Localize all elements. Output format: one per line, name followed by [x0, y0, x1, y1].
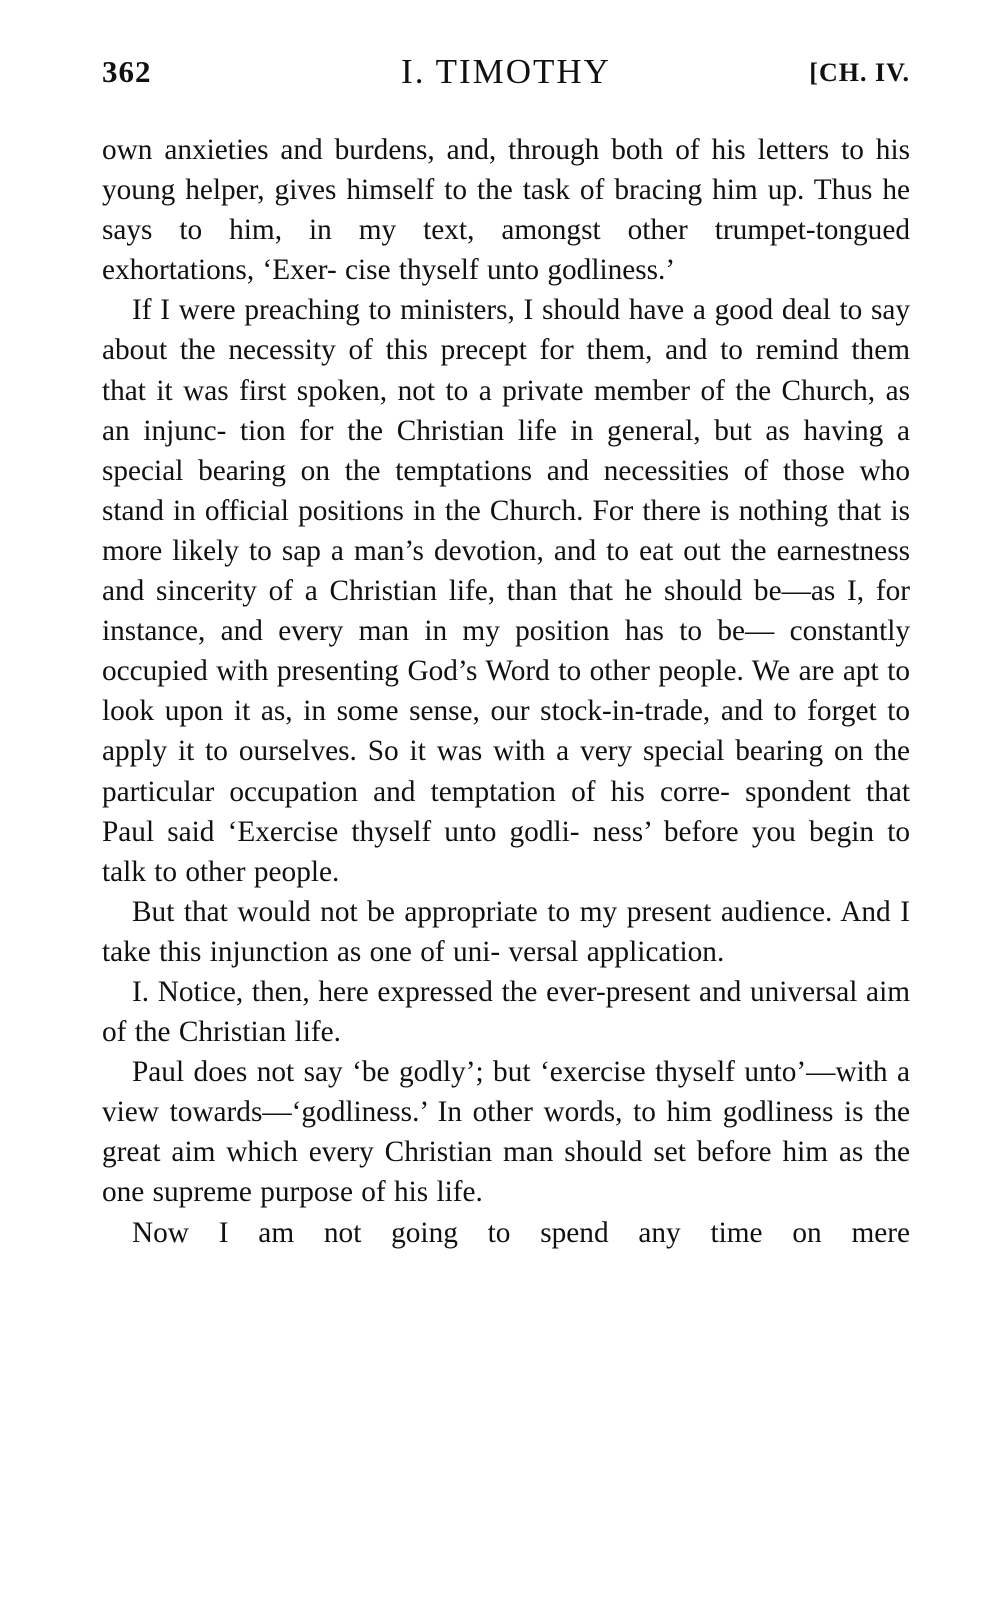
paragraph: Paul does not say ‘be godly’; but ‘exercise thyself unto’—with a view towards—‘godliness.’ In other words, to him godliness is the great aim which every Christian man should set before him as the one supreme purpose of his life.	[102, 1056, 910, 1209]
paragraph: If I were preaching to ministers, I should have a good deal to say about the necessity of this precept for them, and to remind them that it was first spoken, not to a private member of the Church, as an injunc- tion for the Christian life in general, but as having a special bearing on the temptations and necessities of those who stand in official positions in the Church. For there is nothing that is more likely to sap a man’s devotion, and to eat out the earnestness and sincerity of a Christian life, than that he should be—as I, for instance, and every man in my position has to be— constantly occupied with presenting God’s Word to other people. We are apt to look upon it as, in some sense, our stock-in-trade, and to forget to apply it to ourselves. So it was with a very special bearing on the particular occupation and temptation of his corre- spondent that Paul said ‘Exercise thyself unto godli- ness’ before you begin to talk to other people.	[102, 294, 910, 888]
paragraph-continues: Now I am not going to spend any time on mere	[132, 1216, 910, 1249]
chapter-reference: [CH. IV.	[809, 58, 910, 87]
paragraph-continuation: own anxieties and burdens, and, through both of his letters to his young helper, gives himself to the task of bracing him up. Thus he says to him, in my text, amongst other trumpet-tongued exhortations, ‘Exer- cise thyself unto godliness.’	[102, 134, 910, 287]
book-page	[102, 52, 910, 1253]
text-body	[102, 130, 910, 1253]
paragraph: But that would not be appropriate to my present audience. And I take this injunction as one of uni- versal application.	[102, 895, 910, 968]
section-heading-paragraph: I. Notice, then, here expressed the ever-present and universal aim of the Christian life.	[102, 975, 910, 1049]
book-title: I. TIMOTHY	[401, 52, 611, 91]
page-number: 362	[102, 54, 152, 89]
running-head	[102, 52, 910, 100]
